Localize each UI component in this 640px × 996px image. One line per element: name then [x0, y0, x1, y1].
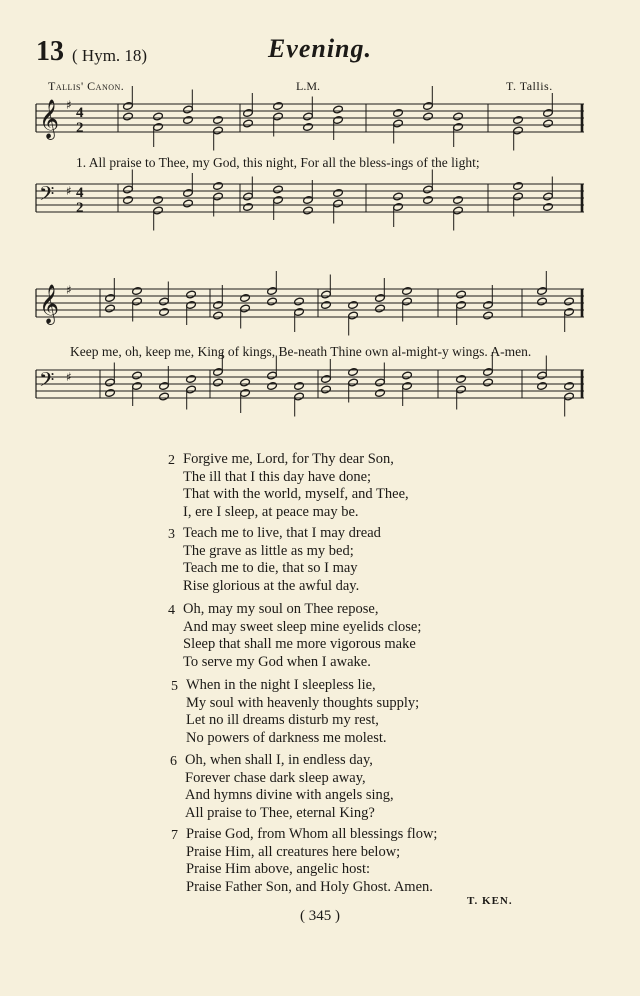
note-head — [348, 368, 359, 377]
sharp-icon: ♯ — [66, 283, 72, 297]
note-head — [153, 196, 164, 205]
hymn-reference: ( Hym. 18) — [72, 46, 148, 65]
note-head — [213, 116, 224, 125]
note-head — [243, 119, 254, 128]
note-head — [183, 116, 194, 125]
note-head — [483, 301, 494, 310]
note-head — [186, 385, 197, 394]
verse-line: To serve my God when I awake. — [183, 653, 371, 670]
time-signature-top: 4 — [76, 185, 84, 201]
note-head — [213, 192, 224, 201]
time-signature-bottom: 2 — [76, 200, 84, 216]
note-head — [321, 290, 332, 299]
note-head — [186, 375, 197, 384]
note-head — [543, 192, 554, 201]
note-head — [564, 297, 575, 306]
verse-line: Forgive me, Lord, for Thy dear Son, — [183, 451, 394, 467]
note-head — [273, 185, 284, 194]
sharp-icon: ♯ — [66, 184, 72, 198]
verse-number: 5 — [171, 679, 178, 694]
verse-number: 4 — [168, 603, 175, 618]
note-head — [483, 368, 494, 377]
note-head — [267, 287, 278, 296]
note-head — [537, 297, 548, 306]
verse-line: And may sweet sleep mine eyelids close; — [183, 618, 422, 635]
author: T. KEN. — [467, 895, 513, 907]
hymn-title: Evening. — [267, 34, 373, 63]
note-head — [456, 301, 467, 310]
note-head — [132, 287, 143, 296]
note-head — [243, 203, 254, 212]
verse-line: When in the night I sleepless lie, — [186, 677, 376, 693]
note-head — [393, 192, 404, 201]
verse-line: Sleep that shall me more vigorous make — [183, 636, 416, 653]
note-head — [483, 311, 494, 320]
note-head — [132, 297, 143, 306]
note-head — [240, 294, 251, 303]
verse — [171, 677, 420, 747]
note-head — [513, 116, 524, 125]
verse-line: Oh, may my soul on Thee repose, — [183, 601, 379, 617]
note-head — [153, 112, 164, 121]
verse-line: Let no ill dreams disturb my rest, — [186, 712, 379, 729]
note-head — [273, 112, 284, 121]
verse-line: Forever chase dark sleep away, — [185, 769, 366, 786]
verse-line: The grave as little as my bed; — [183, 542, 354, 559]
note-head — [543, 203, 554, 212]
note-head — [453, 196, 464, 205]
verse-number: 3 — [168, 527, 175, 542]
note-head — [393, 119, 404, 128]
note-head — [213, 368, 224, 377]
note-head — [456, 375, 467, 384]
hymn-number: 13 — [36, 36, 64, 67]
note-head — [402, 371, 413, 380]
note-head — [348, 301, 359, 310]
treble-clef-icon: 𝄞 — [39, 99, 60, 139]
lyric-line-2: Keep me, oh, keep me, King of kings, Be-neath Thine own al-might-y wings. A-men. — [70, 344, 532, 359]
page-number: ( 345 ) — [300, 908, 340, 924]
note-head — [213, 182, 224, 191]
note-head — [333, 116, 344, 125]
note-head — [105, 389, 116, 398]
verse-number: 2 — [168, 453, 175, 468]
note-head — [423, 102, 434, 111]
staff-systems — [36, 86, 584, 417]
verse-line: Praise God, from Whom all blessings flow; — [186, 826, 438, 842]
note-head — [303, 196, 314, 205]
verse — [171, 826, 438, 896]
note-head — [183, 105, 194, 114]
verse — [168, 525, 381, 595]
time-signature-top: 4 — [76, 105, 84, 121]
note-head — [453, 123, 464, 132]
verse-line: My soul with heavenly thoughts supply; — [186, 694, 420, 711]
note-head — [105, 378, 116, 387]
note-head — [375, 389, 386, 398]
note-head — [456, 385, 467, 394]
note-head — [132, 382, 143, 391]
note-head — [240, 389, 251, 398]
note-head — [273, 102, 284, 111]
note-head — [543, 119, 554, 128]
note-head — [423, 185, 434, 194]
note-head — [153, 206, 164, 215]
note-head — [321, 375, 332, 384]
verse — [168, 451, 409, 521]
verse-line: Rise glorious at the awful day. — [183, 577, 360, 594]
note-head — [123, 102, 134, 111]
note-head — [153, 123, 164, 132]
verse-line: Teach me to die, that so I may — [183, 560, 358, 577]
note-head — [513, 192, 524, 201]
note-head — [105, 304, 116, 313]
verse-line: No powers of darkness me molest. — [186, 729, 387, 746]
note-head — [453, 206, 464, 215]
note-head — [294, 392, 305, 401]
note-head — [183, 189, 194, 198]
note-head — [132, 371, 143, 380]
note-head — [348, 311, 359, 320]
note-head — [423, 196, 434, 205]
note-head — [393, 109, 404, 118]
verse-number: 6 — [170, 754, 177, 769]
meter: L.M. — [296, 79, 320, 93]
sharp-icon: ♯ — [66, 370, 72, 384]
note-head — [564, 308, 575, 317]
note-head — [303, 123, 314, 132]
note-head — [537, 371, 548, 380]
note-head — [393, 203, 404, 212]
note-head — [213, 378, 224, 387]
note-head — [213, 301, 224, 310]
note-head — [402, 382, 413, 391]
note-head — [186, 290, 197, 299]
note-head — [303, 112, 314, 121]
note-head — [456, 290, 467, 299]
note-head — [159, 382, 170, 391]
note-head — [267, 382, 278, 391]
note-head — [537, 382, 548, 391]
note-head — [267, 297, 278, 306]
bass-clef-icon: 𝄢 — [39, 368, 55, 396]
note-head — [123, 196, 134, 205]
note-head — [159, 297, 170, 306]
note-head — [294, 297, 305, 306]
note-head — [333, 189, 344, 198]
note-head — [375, 304, 386, 313]
note-head — [402, 287, 413, 296]
verse-line: Oh, when shall I, in endless day, — [185, 752, 373, 768]
note-head — [159, 392, 170, 401]
note-head — [267, 371, 278, 380]
verse-number: 7 — [171, 828, 178, 843]
note-head — [423, 112, 434, 121]
verse-line: That with the world, myself, and Thee, — [183, 486, 409, 503]
note-head — [240, 378, 251, 387]
verse — [170, 752, 394, 822]
note-head — [294, 308, 305, 317]
verse-line: And hymns divine with angels sing, — [185, 787, 394, 804]
tune-name: Tallis' Canon. — [48, 79, 125, 93]
note-head — [105, 294, 116, 303]
note-head — [303, 206, 314, 215]
note-head — [333, 105, 344, 114]
note-head — [243, 192, 254, 201]
note-head — [348, 378, 359, 387]
verse-line: Praise Father Son, and Holy Ghost. Amen. — [186, 878, 433, 895]
treble-clef-icon: 𝄞 — [39, 284, 60, 324]
note-head — [123, 185, 134, 194]
note-head — [375, 378, 386, 387]
note-head — [513, 126, 524, 135]
note-head — [243, 109, 254, 118]
note-head — [564, 382, 575, 391]
verse-line: Praise Him above, angelic host: — [186, 861, 371, 878]
note-head — [333, 199, 344, 208]
note-head — [213, 126, 224, 135]
note-head — [294, 382, 305, 391]
note-head — [564, 392, 575, 401]
note-head — [537, 287, 548, 296]
verse-line: The ill that I this day have done; — [183, 468, 372, 485]
note-head — [159, 308, 170, 317]
time-signature-bottom: 2 — [76, 120, 84, 136]
lyric-line-1: 1. All praise to Thee, my God, this night, For all the bless-ings of the light; — [76, 155, 480, 170]
verse-line: All praise to Thee, eternal King? — [185, 804, 375, 821]
note-head — [453, 112, 464, 121]
note-head — [213, 311, 224, 320]
bass-clef-icon: 𝄢 — [39, 182, 55, 210]
note-head — [240, 304, 251, 313]
verse-line: I, ere I sleep, at peace may be. — [183, 503, 359, 520]
composer: T. Tallis. — [506, 79, 553, 93]
note-head — [543, 109, 554, 118]
note-head — [321, 385, 332, 394]
note-head — [186, 301, 197, 310]
verse-line: Teach me to live, that I may dread — [183, 525, 381, 541]
note-head — [513, 182, 524, 191]
verse-line: Praise Him, all creatures here below; — [186, 843, 401, 860]
verse — [168, 601, 422, 671]
note-head — [123, 112, 134, 121]
note-head — [321, 301, 332, 310]
note-head — [483, 378, 494, 387]
note-head — [183, 199, 194, 208]
note-head — [375, 294, 386, 303]
sharp-icon: ♯ — [66, 98, 72, 112]
note-head — [273, 196, 284, 205]
note-head — [402, 297, 413, 306]
